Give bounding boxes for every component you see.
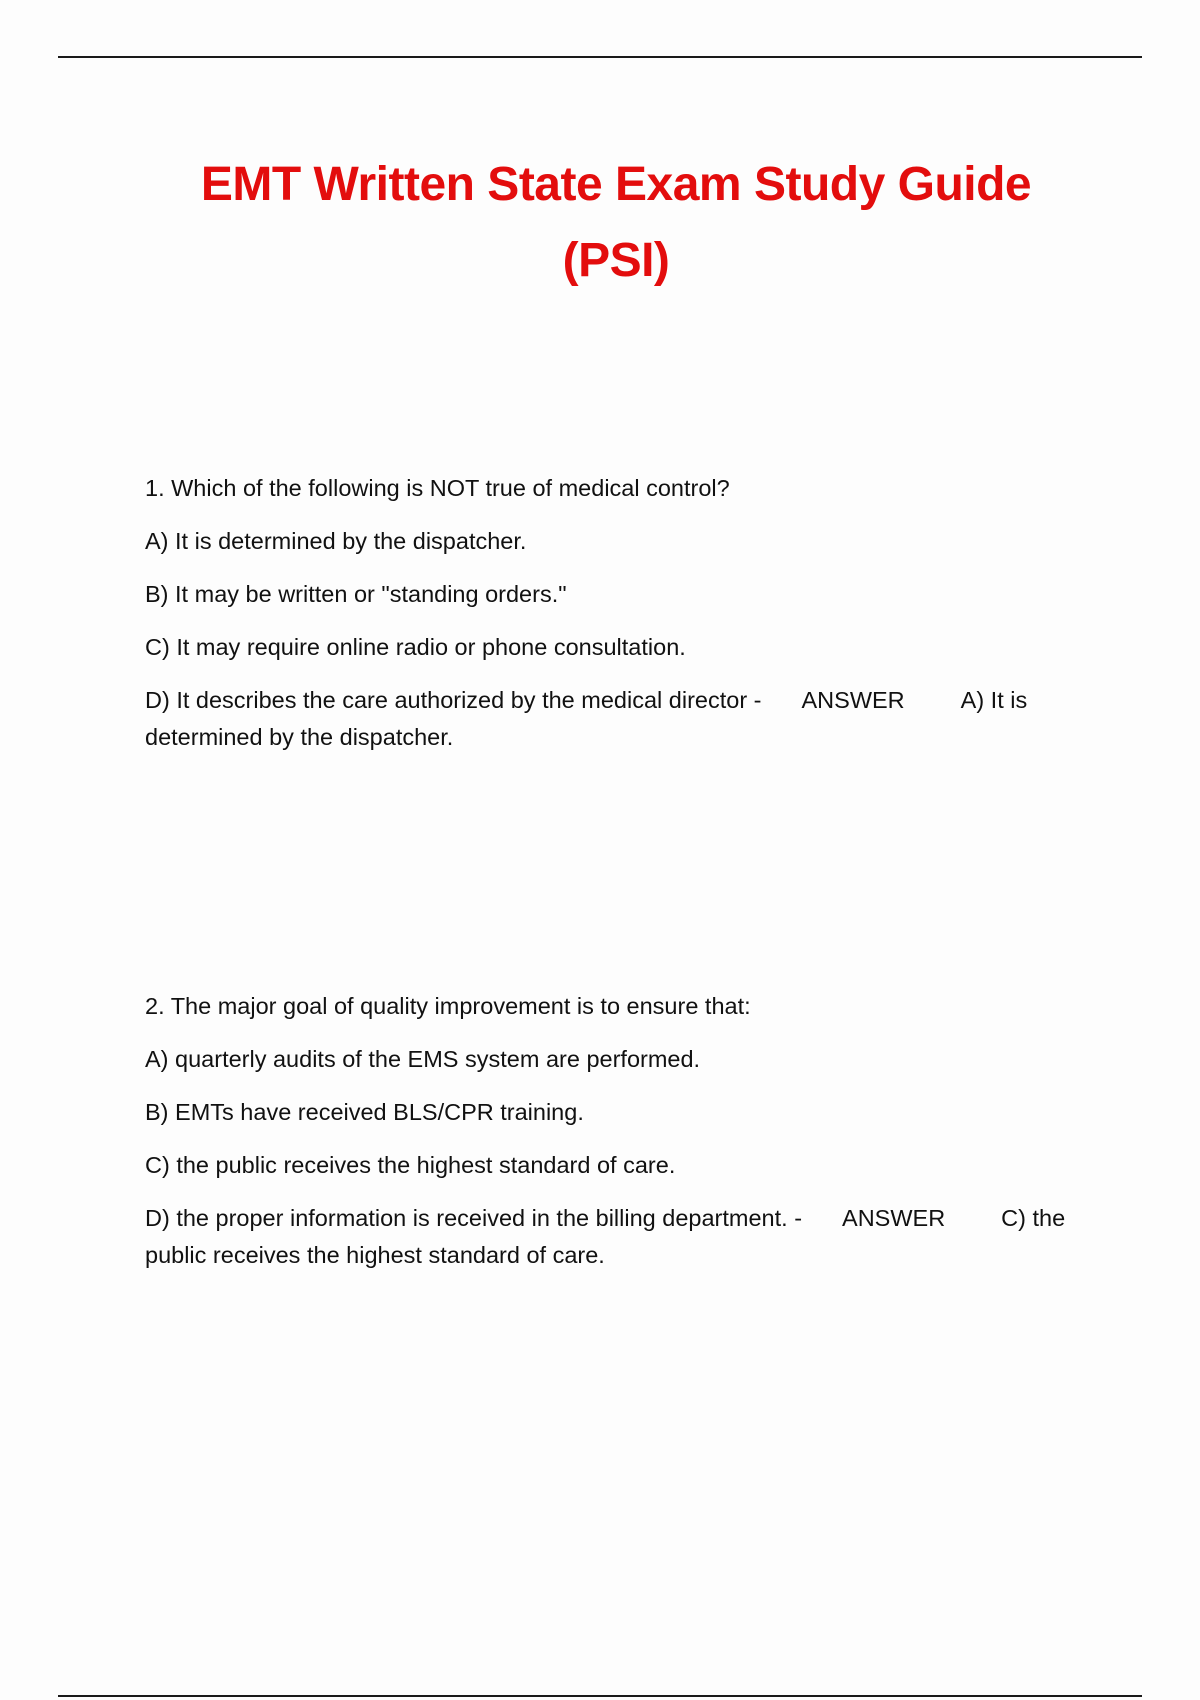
question-1	[145, 470, 1085, 756]
question-2	[145, 988, 1085, 1274]
title-line-1: EMT Written State Exam Study Guide	[200, 158, 1032, 211]
answer-text: A) It is determined by the dispatcher.	[145, 687, 1028, 750]
option-d-with-answer	[145, 682, 1085, 756]
bottom-rule	[58, 1695, 1142, 1697]
question-stem: 2. The major goal of quality improvement is to ensure that:	[145, 993, 751, 1019]
answer-label: ANSWER	[801, 687, 905, 713]
option-d-with-answer	[145, 1200, 1085, 1274]
option-c: C) It may require online radio or phone consultation.	[145, 634, 686, 660]
answer-label: ANSWER	[842, 1205, 946, 1231]
option-d: D) It describes the care authorized by the medical director -	[145, 687, 762, 713]
title-line-2: (PSI)	[562, 234, 670, 287]
option-b: B) EMTs have received BLS/CPR training.	[145, 1099, 584, 1125]
option-d: D) the proper information is received in the billing department. -	[145, 1205, 803, 1231]
option-b: B) It may be written or "standing orders."	[145, 581, 567, 607]
answer-text: C) the public receives the highest standard of care.	[145, 1205, 1066, 1268]
question-stem: 1. Which of the following is NOT true of medical control?	[145, 475, 730, 501]
option-a: A) It is determined by the dispatcher.	[145, 528, 527, 554]
option-c: C) the public receives the highest standard of care.	[145, 1152, 676, 1178]
option-a: A) quarterly audits of the EMS system are performed.	[145, 1046, 701, 1072]
document-title	[0, 147, 1200, 299]
top-rule	[58, 56, 1142, 58]
